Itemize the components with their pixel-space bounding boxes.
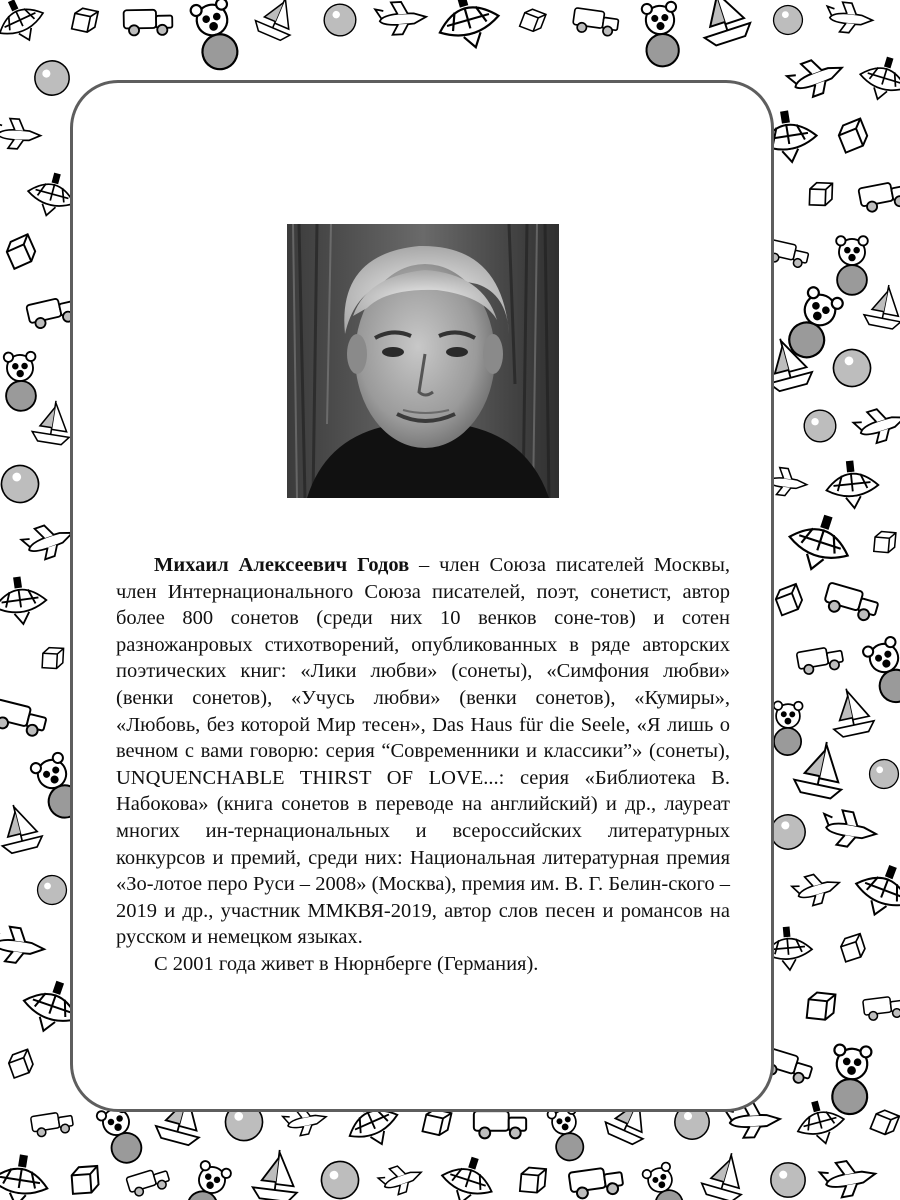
author-portrait-image [287, 224, 559, 498]
spintop-toy-icon [848, 857, 900, 924]
plane-toy-icon [785, 51, 848, 102]
boat-toy-icon [691, 0, 753, 48]
bear-toy-icon [4, 352, 38, 412]
spintop-toy-icon [436, 1151, 500, 1200]
cube-toy-icon [520, 1167, 546, 1193]
cube-toy-icon [72, 7, 98, 33]
ball-toy-icon [320, 1160, 361, 1200]
boat-toy-icon [31, 398, 75, 446]
bio-paragraph-1 [116, 552, 730, 951]
plane-toy-icon [819, 1157, 879, 1200]
ball-toy-icon [803, 409, 837, 443]
car-toy-icon [31, 1110, 75, 1137]
cube-toy-icon [870, 1108, 899, 1137]
ball-toy-icon [33, 59, 71, 97]
ball-toy-icon [322, 2, 359, 39]
car-toy-icon [474, 1111, 526, 1138]
cube-toy-icon [71, 1166, 99, 1194]
boat-toy-icon [862, 281, 900, 330]
car-toy-icon [0, 699, 48, 738]
bio-paragraph-1-text: – член Союза писателей Москвы, член Интернационального Союза писателей, поэт, сонетист, автор более 800 сонетов (среди них 10 венков соне-тов) и сотен разножанровых стихотворений, опубликованных в ряде авторских поэтических книг: «Лики любви» (сонеты), «Симфония любви» (венки сонетов), «Учусь любви» (венки сонетов), «Кумиры», «Любовь, без которой Мир тесен», Das Haus für die Seele, «Я лишь о вечном с вами говорю: серия “Современники и классики”» (сонеты), UNQUENCHABLE THIRST OF LOVE...: серия «Библиотека В. Набокова» (книга сонетов в переводе на английский) и др., лауреат многих ин-тернациональных и всероссийских литературных конкурсов и премий, среди них: Национальная литературная премия «Зо-лотое перо Руси – 2008» (Москва), премия им. В. Г. Белин-ского – 2019 и др., участник ММКВЯ-2019, автор слов песен и романсов на русском и немецком языках. [116, 554, 731, 949]
spintop-toy-icon [0, 0, 51, 50]
plane-toy-icon [825, 1, 874, 35]
ball-toy-icon [869, 759, 898, 788]
cube-toy-icon [809, 182, 832, 205]
author-photo [287, 224, 559, 498]
cube-toy-icon [7, 1049, 36, 1078]
cube-toy-icon [807, 992, 836, 1021]
spintop-toy-icon [431, 0, 505, 56]
plane-toy-icon [0, 117, 42, 150]
bear-toy-icon [641, 1, 681, 67]
car-toy-icon [126, 1166, 171, 1198]
car-toy-icon [572, 8, 619, 37]
bear-toy-icon [190, 0, 243, 73]
car-toy-icon [124, 9, 173, 35]
boat-toy-icon [251, 1147, 301, 1200]
plane-toy-icon [819, 807, 879, 851]
cube-toy-icon [4, 234, 39, 269]
plane-toy-icon [0, 924, 46, 966]
spintop-toy-icon [782, 508, 857, 579]
ball-toy-icon [37, 875, 67, 905]
spintop-toy-icon [824, 459, 881, 511]
plane-toy-icon [852, 402, 900, 448]
cube-toy-icon [836, 119, 870, 153]
plane-toy-icon [375, 1, 427, 36]
author-name: Михаил Алексеевич Годов [154, 554, 410, 576]
spintop-toy-icon [0, 1152, 52, 1200]
spintop-toy-icon [855, 52, 900, 107]
author-bio [116, 552, 730, 978]
bear-toy-icon [836, 236, 868, 295]
bear-toy-icon [183, 1160, 233, 1200]
plane-toy-icon [19, 518, 77, 565]
car-toy-icon [569, 1166, 625, 1200]
cube-toy-icon [42, 647, 63, 668]
boat-toy-icon [0, 800, 44, 855]
car-toy-icon [858, 179, 900, 213]
car-toy-icon [863, 995, 900, 1021]
bear-toy-icon [547, 1105, 587, 1164]
boat-toy-icon [826, 684, 876, 738]
bear-toy-icon [773, 701, 803, 755]
ball-toy-icon [828, 344, 876, 392]
bear-toy-icon [830, 1044, 872, 1115]
cube-toy-icon [874, 531, 896, 553]
ball-toy-icon [770, 2, 807, 39]
bear-toy-icon [861, 635, 900, 707]
spintop-toy-icon [0, 574, 49, 627]
boat-toy-icon [699, 1148, 751, 1200]
plane-toy-icon [790, 868, 843, 909]
ball-toy-icon [770, 1162, 806, 1198]
cube-toy-icon [422, 1108, 451, 1137]
plane-toy-icon [377, 1159, 426, 1199]
cube-toy-icon [773, 584, 804, 615]
cube-toy-icon [839, 934, 867, 962]
ball-toy-icon [0, 460, 44, 508]
car-toy-icon [822, 582, 880, 623]
bio-paragraph-2: С 2001 года живет в Нюрнберге (Германия). [154, 952, 539, 975]
bear-toy-icon [641, 1161, 687, 1200]
boat-toy-icon [252, 0, 303, 43]
cube-toy-icon [520, 7, 546, 33]
car-toy-icon [796, 645, 844, 676]
